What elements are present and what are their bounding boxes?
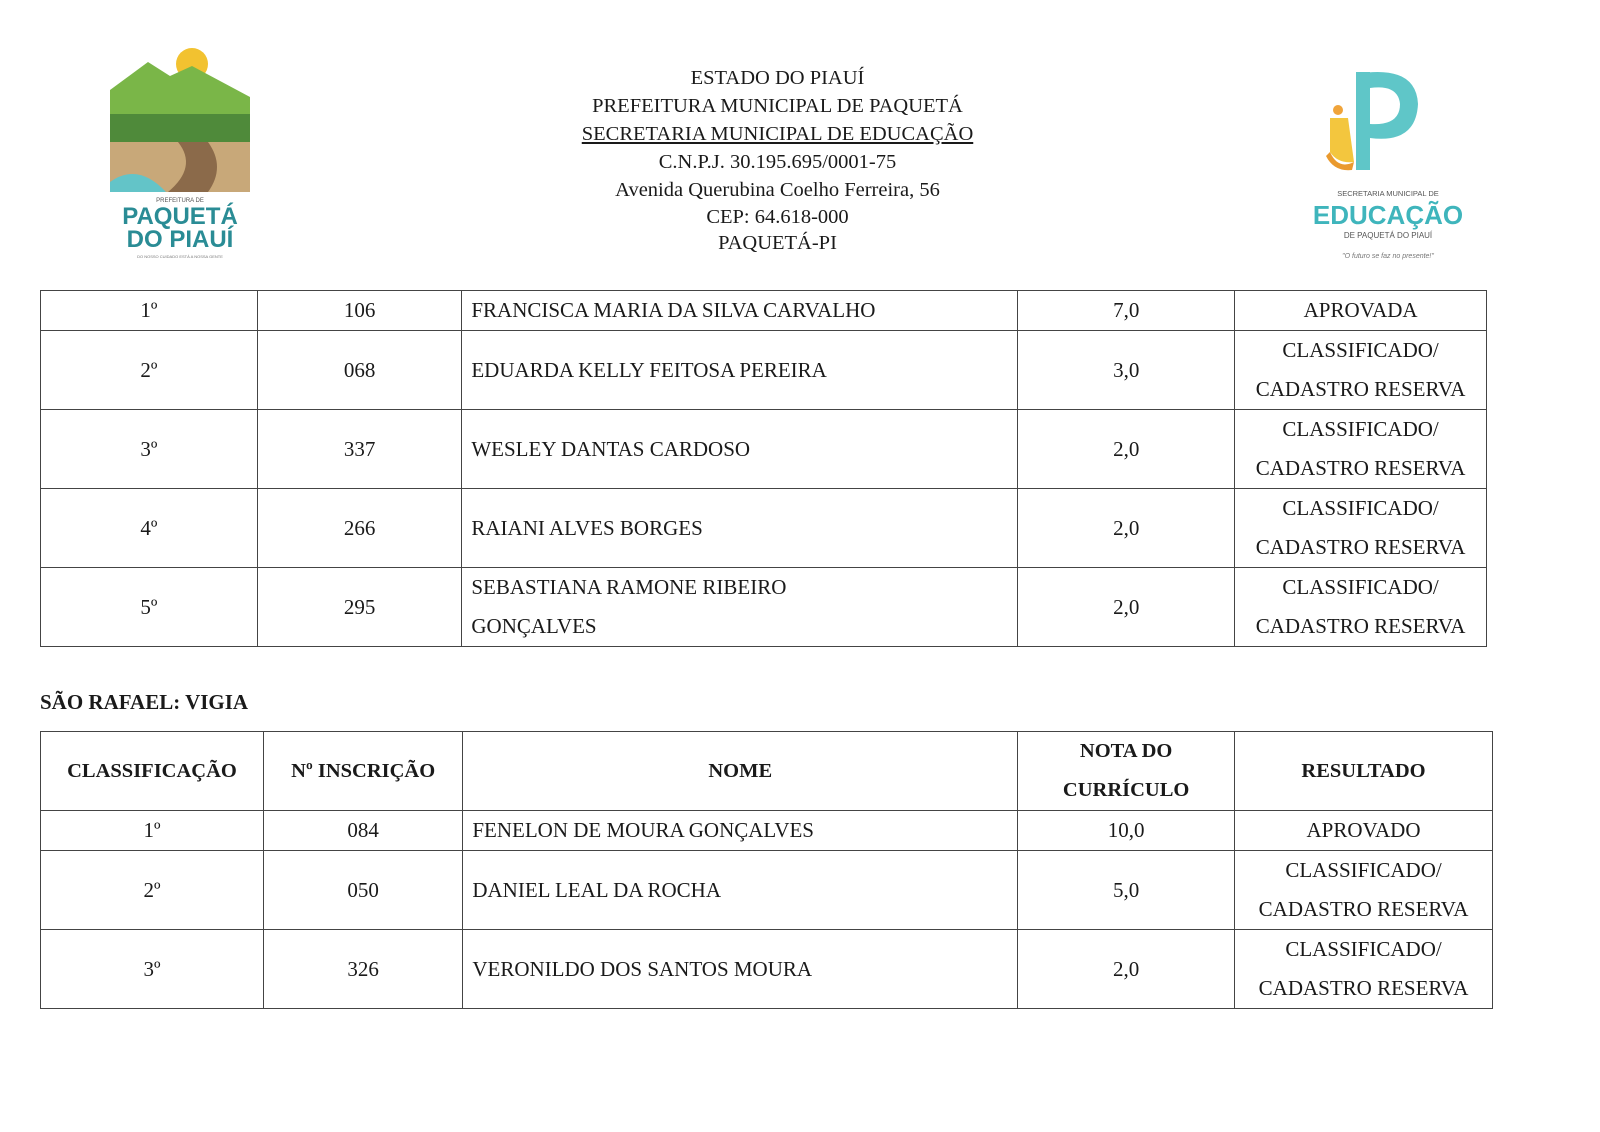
result-line-2: CADASTRO RESERVA [1255,377,1466,401]
score-cell: 7,0 [1018,291,1235,331]
registration-cell: 106 [257,291,462,331]
score-cell: 2,0 [1018,489,1235,568]
logo-right-small-text: SECRETARIA MUNICIPAL DE [1337,189,1439,198]
score-cell: 2,0 [1018,568,1235,647]
classification-cell: 3º [41,930,264,1009]
registration-cell: 266 [257,489,462,568]
name-line-2: GONÇALVES [471,614,597,638]
table-row [41,291,1487,331]
header-inscricao: Nº INSCRIÇÃO [263,732,462,811]
result-line-2: CADASTRO RESERVA [1258,897,1469,921]
table-row [41,568,1487,647]
result-cell [1235,410,1487,489]
logo-right-big: EDUCAÇÃO [1312,200,1464,230]
result-cell [1235,568,1487,647]
header-prefeitura: PREFEITURA MUNICIPAL DE PAQUETÁ [592,95,963,117]
score-cell: 5,0 [1018,851,1235,930]
classification-cell: 1º [41,291,258,331]
table-row [41,489,1487,568]
educacao-logo [1308,52,1468,274]
classification-cell: 4º [41,489,258,568]
table-row [41,331,1487,410]
table-row [41,811,1493,851]
name-cell [462,568,1018,647]
header-classificacao: CLASSIFICAÇÃO [41,732,264,811]
result-line-1: CLASSIFICADO/ [1282,575,1439,599]
logo-left-big2: DO PIAUÍ [126,226,234,253]
name-cell: WESLEY DANTAS CARDOSO [462,410,1018,489]
score-cell: 3,0 [1018,331,1235,410]
header-state: ESTADO DO PIAUÍ [690,67,865,89]
header-cep: CEP: 64.618-000 [706,206,849,228]
header-address: Avenida Querubina Coelho Ferreira, 56 [615,179,940,201]
registration-cell: 337 [257,410,462,489]
name-cell: EDUARDA KELLY FEITOSA PEREIRA [462,331,1018,410]
registration-cell: 068 [257,331,462,410]
logo-right-sub: DE PAQUETÁ DO PIAUÍ [1343,231,1433,240]
header-nota-line-1: NOTA DO [1079,740,1173,762]
name-line-1: SEBASTIANA RAMONE RIBEIRO [471,575,787,599]
header-nota-line-2: CURRÍCULO [1062,779,1190,801]
header-secretaria: SECRETARIA MUNICIPAL DE EDUCAÇÃO [581,123,974,145]
result-cell [1235,930,1493,1009]
classification-cell: 2º [41,331,258,410]
name-cell: RAIANI ALVES BORGES [462,489,1018,568]
result-line-1: CLASSIFICADO/ [1282,496,1439,520]
score-cell: 10,0 [1018,811,1235,851]
result-cell [1235,851,1493,930]
result-line-1: CLASSIFICADO/ [1282,417,1439,441]
registration-cell: 295 [257,568,462,647]
result-cell: APROVADA [1235,291,1487,331]
result-cell: APROVADO [1235,811,1493,851]
logo-left-big1: PAQUETÁ [122,203,238,230]
result-cell [1235,331,1487,410]
name-cell: VERONILDO DOS SANTOS MOURA [463,930,1018,1009]
score-cell: 2,0 [1018,930,1235,1009]
classification-cell: 2º [41,851,264,930]
result-line-1: CLASSIFICADO/ [1285,937,1442,961]
classification-cell: 3º [41,410,258,489]
table-row [41,851,1493,930]
result-cell [1235,489,1487,568]
name-cell: DANIEL LEAL DA ROCHA [463,851,1018,930]
logo-left-small-text: PREFEITURA DE [156,198,204,204]
table-row [41,930,1493,1009]
prefeitura-logo [108,42,253,267]
result-line-2: CADASTRO RESERVA [1255,614,1466,638]
result-line-1: CLASSIFICADO/ [1282,338,1439,362]
results-table-1 [40,290,1487,647]
registration-cell: 326 [263,930,462,1009]
section-title: SÃO RAFAEL: VIGIA [40,690,249,714]
table-row [41,410,1487,489]
table-header-row [41,732,1493,811]
name-cell: FENELON DE MOURA GONÇALVES [463,811,1018,851]
registration-cell: 050 [263,851,462,930]
result-line-2: CADASTRO RESERVA [1255,456,1466,480]
name-cell: FRANCISCA MARIA DA SILVA CARVALHO [462,291,1018,331]
logo-left-slogan: DO NOSSO CUIDADO ESTÁ A NOSSA GENTE [137,254,223,259]
classification-cell: 1º [41,811,264,851]
classification-cell: 5º [41,568,258,647]
header-resultado: RESULTADO [1235,732,1493,811]
result-line-2: CADASTRO RESERVA [1255,535,1466,559]
score-cell: 2,0 [1018,410,1235,489]
header-nome: NOME [463,732,1018,811]
result-line-2: CADASTRO RESERVA [1258,976,1469,1000]
header-city: PAQUETÁ-PI [718,232,837,254]
header-nota [1018,732,1235,811]
header-cnpj: C.N.P.J. 30.195.695/0001-75 [658,151,897,173]
document-header [540,64,1015,256]
registration-cell: 084 [263,811,462,851]
result-line-1: CLASSIFICADO/ [1285,858,1442,882]
results-table-2 [40,731,1493,1009]
logo-right-slogan: "O futuro se faz no presente!" [1342,253,1434,260]
